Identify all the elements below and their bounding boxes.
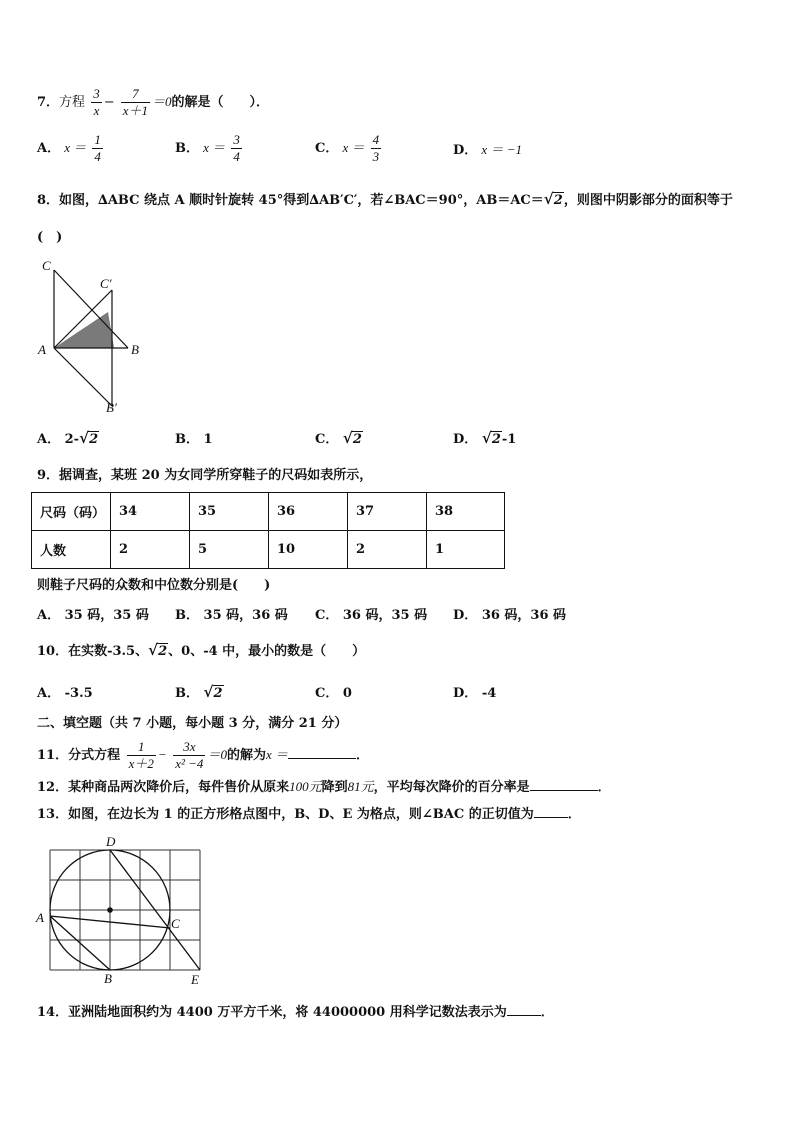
table-cell: 人数 [32,531,111,569]
question-9-option-b[interactable]: B． 35 码，36 码 [175,608,288,623]
table-cell: 34 [111,493,190,531]
table-cell: 37 [348,493,427,531]
reduced-price: 81元 [347,779,374,794]
rotation-figure [36,256,156,416]
label-c-prime: C′ [100,276,112,291]
question-7-option-a[interactable]: A． x ＝ $\frac{1}{4}$ [37,132,101,164]
stem-text: 如图，∆ABC 绕点 A 顺时针旋转 45°得到∆AB′C′，若∠BAC＝90°，AB＝AC＝ [59,193,544,208]
question-7-option-b[interactable]: B． x ＝ $\frac{3}{4}$ [175,132,240,164]
label-c: C [171,916,180,931]
table-cell: 35 [190,493,269,531]
fraction: $\frac{3}{x}$ [93,86,100,118]
stem-text: 据调查，某班 20 为女同学所穿鞋子的尺码如表所示， [59,468,373,483]
table-cell: 38 [427,493,505,531]
question-9-option-c[interactable]: C． 36 码，35 码 [315,608,428,623]
label-c: C [42,258,51,273]
label-a: A [36,910,44,925]
label-e: E [191,972,199,987]
stem-text: 方程 [59,95,86,110]
question-10-option-a[interactable]: A． -3.5 [37,686,93,701]
answer-blank[interactable] [507,1003,541,1016]
sqrt-expression: √ 2 [544,192,564,210]
table-row [32,493,505,531]
answer-blank[interactable] [288,746,356,759]
answer-paren: ( ) [37,230,63,245]
question-9-option-d[interactable]: D． 36 码，36 码 [453,608,567,623]
label-a: A [38,342,46,357]
question-8-stem [37,192,733,210]
grid-lines [50,850,200,970]
question-8-option-a[interactable]: A． 2-√ 2 [37,431,99,449]
question-11-stem: 11．分式方程 $\frac{1}{x+2}$ − $\frac{3x}{\text{x² −4}}$ ＝0的解为x ＝ ． [37,739,370,771]
question-10-stem [37,643,365,661]
table-cell: 2 [348,531,427,569]
fraction: $\frac{3x}{\text{x² −4}}$ [175,739,204,771]
question-8-option-c[interactable]: C． √ 2 [315,431,363,449]
answer-blank[interactable] [530,778,598,791]
question-10-option-d[interactable]: D． -4 [453,686,497,701]
question-7-stem [37,86,269,119]
table-row [32,531,505,569]
question-14-stem: 14．亚洲陆地面积约为 4400 万平方千米，将 44000000 用科学记数法表示为 ． [37,1005,554,1020]
stem-text: 、0、-4 中，最小的数是（ ） [168,644,366,659]
question-number: 7． [37,95,60,110]
question-number: 10． [37,644,69,659]
question-9-option-a[interactable]: A． 35 码，35 码 [37,608,149,623]
stem-text: 的解是（ ）． [171,95,270,110]
minus-sign: − [103,95,115,110]
stem-text: 分式方程 [68,748,121,763]
question-7-option-d[interactable]: D． x ＝ −1 [453,142,522,158]
section-heading: 二、填空题（共 7 小题，每小题 3 分，满分 21 分） [37,716,348,731]
table-cell: 36 [269,493,348,531]
question-13-stem: 13．如图，在边长为 1 的正方形格点图中，B、D、E 为格点，则∠BAC 的正切值为 ． [37,807,581,822]
grid-circle-figure [34,834,209,989]
answer-blank[interactable] [534,805,568,818]
stem-text: ，则图中阴影部分的面积等于 [563,193,733,208]
question-9-stem [37,467,372,485]
question-number: 8． [37,193,60,208]
stem-text: 亚洲陆地面积约为 4400 万平方千米，将 44000000 用科学记数法表示为 [68,1005,507,1020]
stem-text: 某种商品两次降价后，每件售价从原来 [68,780,290,795]
question-10-option-b[interactable]: B． √ 2 [175,685,224,703]
label-b: B [131,342,139,357]
shoe-size-table [31,492,505,569]
question-number: 9． [37,468,60,483]
table-cell: 10 [269,531,348,569]
table-cell: 2 [111,531,190,569]
fraction: $\frac{1}{x+2}$ [128,739,154,771]
label-b-prime: B′ [106,400,117,415]
equation-rhs: ＝0 [152,94,172,109]
question-10-option-c[interactable]: C． 0 [315,686,352,701]
label-b: B [104,971,112,986]
center-point [107,907,113,913]
stem-text: 如图，在边长为 1 的正方形格点图中，B、D、E 为格点，则∠BAC 的正切值为 [68,807,534,822]
table-cell: 尺码（码） [32,493,111,531]
original-price: 100元 [289,779,322,794]
segment-ab-prime [54,348,112,406]
question-9-follow: 则鞋子尺码的众数和中位数分别是( ) [37,578,271,593]
table-cell: 1 [427,531,505,569]
question-number: 11． [37,748,69,763]
table-cell: 5 [190,531,269,569]
question-number: 13． [37,807,69,822]
label-d: D [106,834,116,849]
question-number: 12． [37,780,69,795]
question-12-stem: 12．某种商品两次降价后，每件售价从原来100元降到81元，平均每次降价的百分率是 ． [37,779,611,795]
question-8-option-d[interactable]: D． √ 2-1 [453,431,516,449]
question-8-option-b[interactable]: B． 1 [175,432,213,447]
question-number: 14． [37,1005,69,1020]
question-7-option-c[interactable]: C． x ＝ $\frac{4}{3}$ [315,132,380,164]
fraction: $\frac{7}{x+1}$ [122,86,149,118]
stem-text: 在实数-3.5、 [68,644,149,659]
sqrt-expression: √ 2 [148,643,168,661]
stem-text: 的解为 [226,748,266,763]
